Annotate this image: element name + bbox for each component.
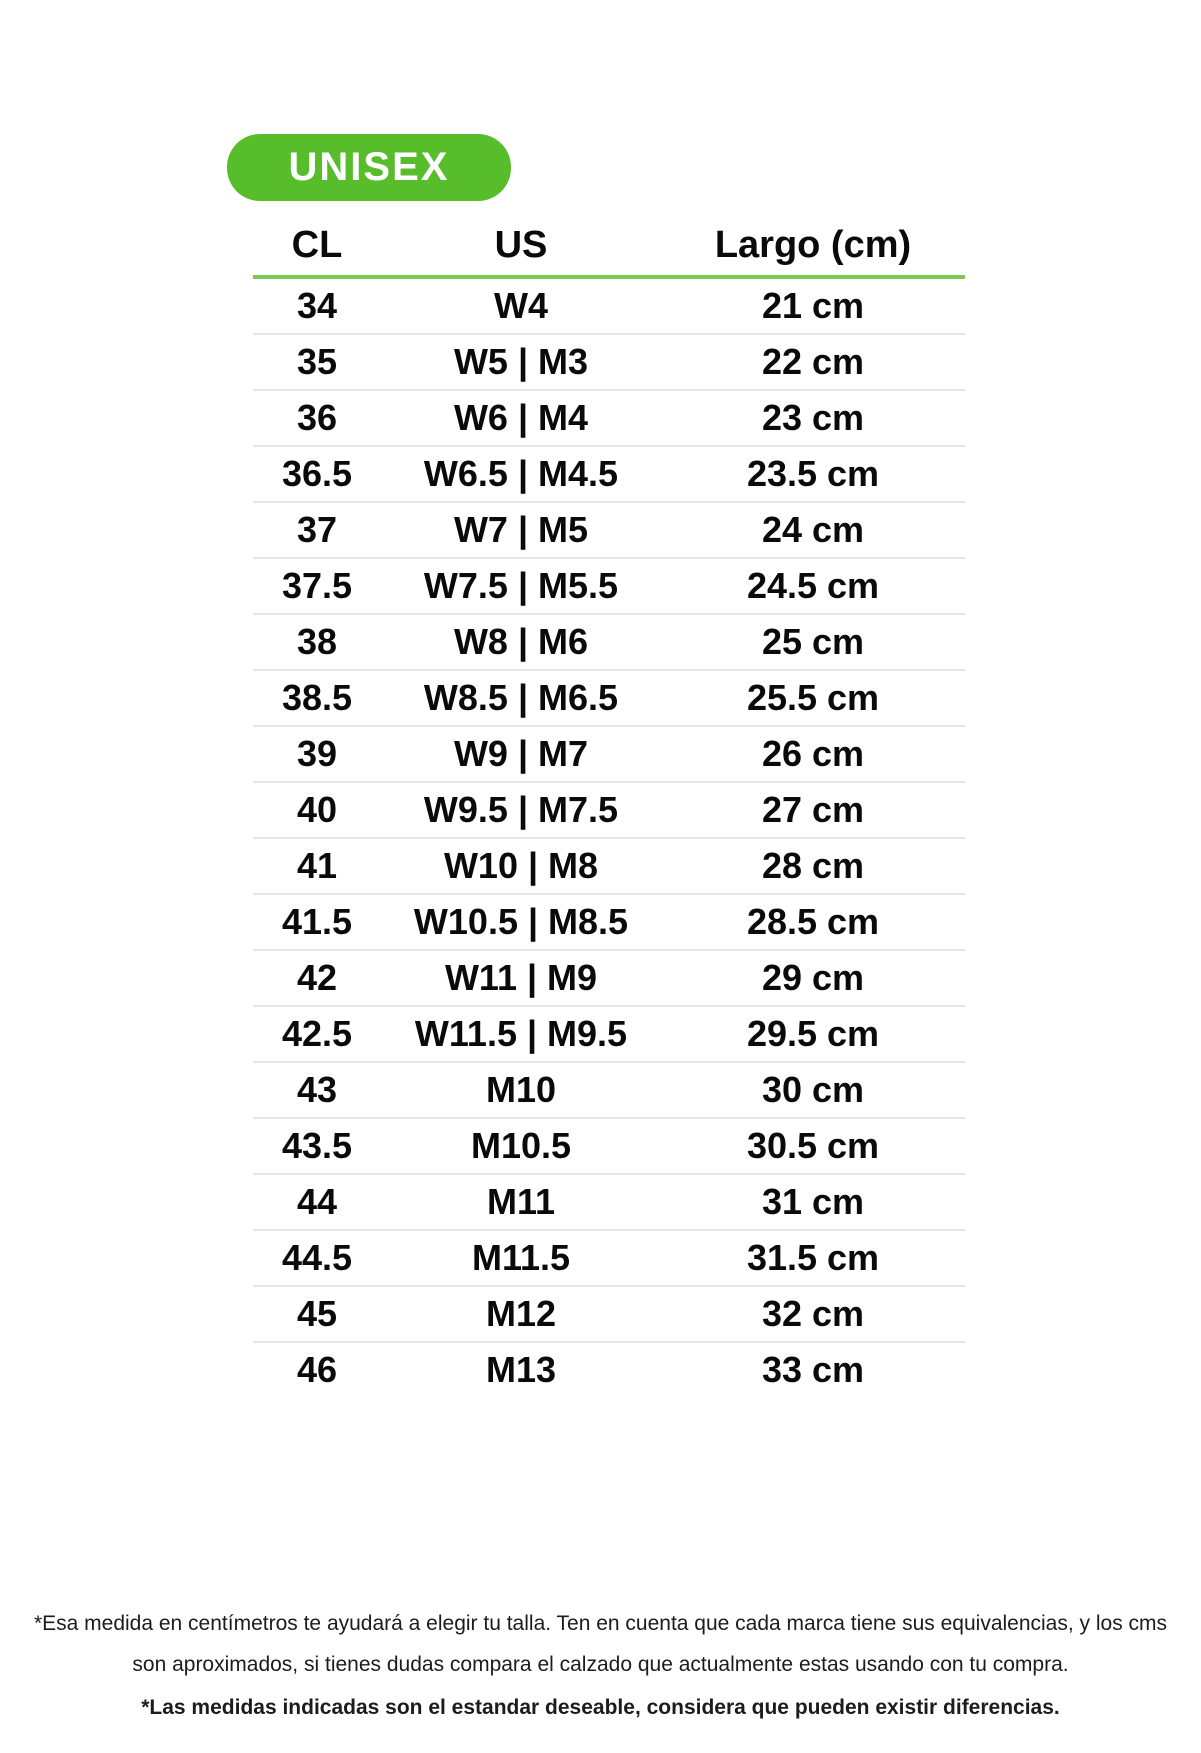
cell-cl: 38	[253, 614, 381, 670]
cell-cl: 41	[253, 838, 381, 894]
cell-largo: 25.5 cm	[661, 670, 965, 726]
cell-cl: 43	[253, 1062, 381, 1118]
cell-us: M11.5	[381, 1230, 661, 1286]
cell-largo: 24.5 cm	[661, 558, 965, 614]
table-row	[253, 838, 965, 894]
cell-largo: 21 cm	[761, 285, 865, 326]
size-table-body	[253, 277, 965, 1397]
cell-largo: 31 cm	[661, 1174, 965, 1230]
cell-cl: 39	[253, 726, 381, 782]
cell-cl: 36	[253, 390, 381, 446]
table-row	[253, 894, 965, 950]
table-row	[253, 726, 965, 782]
table-row	[253, 1006, 965, 1062]
cell-cl: 41.5	[253, 894, 381, 950]
cell-largo: 22 cm	[661, 334, 965, 390]
cell-cl: 42.5	[253, 1006, 381, 1062]
size-conversion-table	[253, 224, 965, 1397]
cell-largo: 29.5 cm	[661, 1006, 965, 1062]
cell-us: W10.5 | M8.5	[381, 894, 661, 950]
cell-us: W9 | M7	[381, 726, 661, 782]
cell-largo: 31.5 cm	[661, 1230, 965, 1286]
cell-cl: 40	[253, 782, 381, 838]
cell-largo: 26 cm	[661, 726, 965, 782]
table-row	[253, 558, 965, 614]
table-row	[253, 390, 965, 446]
cell-cl: 42	[253, 950, 381, 1006]
cell-largo: 30 cm	[661, 1062, 965, 1118]
table-row	[253, 334, 965, 390]
cell-us: W10 | M8	[381, 838, 661, 894]
table-row	[253, 782, 965, 838]
table-header	[253, 224, 965, 277]
cell-largo: 28.5 cm	[661, 894, 965, 950]
cell-us: W8.5 | M6.5	[381, 670, 661, 726]
table-row	[253, 1342, 965, 1397]
table-header-row	[253, 224, 965, 277]
column-header-us: US	[381, 224, 661, 277]
column-header-cl: CL	[253, 224, 381, 277]
cell-largo: 29 cm	[661, 950, 965, 1006]
cell-us: M10.5	[381, 1118, 661, 1174]
cell-cl: 38.5	[253, 670, 381, 726]
table-row	[253, 1230, 965, 1286]
cell-cl: 43.5	[253, 1118, 381, 1174]
cell-us: M13	[381, 1342, 661, 1397]
table-row	[253, 614, 965, 670]
table-row	[253, 950, 965, 1006]
cell-cl: 45	[253, 1286, 381, 1342]
cell-cl: 36.5	[253, 446, 381, 502]
column-header-largo: Largo (cm)	[661, 224, 965, 277]
cell-cl: 34	[296, 285, 338, 326]
cell-cl: 37	[253, 502, 381, 558]
cell-largo: 25 cm	[661, 614, 965, 670]
footnote-measurement-help: *Esa medida en centímetros te ayudará a elegir tu talla. Ten en cuenta que cada marca tiene sus equivalencias, y los cms son aproximados, si tienes dudas compara el calzado que actualmente estas usando con tu compra.	[33, 1612, 1168, 1676]
cell-us: W11 | M9	[381, 950, 661, 1006]
cell-us: M12	[381, 1286, 661, 1342]
table-row	[253, 1174, 965, 1230]
cell-us: W6 | M4	[381, 390, 661, 446]
cell-us: W6.5 | M4.5	[381, 446, 661, 502]
cell-us: W7.5 | M5.5	[381, 558, 661, 614]
cell-cl: 37.5	[253, 558, 381, 614]
table-row	[253, 446, 965, 502]
table-row	[253, 1062, 965, 1118]
table-row	[253, 277, 965, 334]
cell-cl: 35	[253, 334, 381, 390]
cell-us: W9.5 | M7.5	[381, 782, 661, 838]
cell-us: W11.5 | M9.5	[381, 1006, 661, 1062]
cell-us: M11	[381, 1174, 661, 1230]
cell-us: W4	[494, 285, 548, 326]
cell-us: M10	[381, 1062, 661, 1118]
cell-largo: 24 cm	[661, 502, 965, 558]
table-row	[253, 1286, 965, 1342]
cell-largo: 28 cm	[661, 838, 965, 894]
cell-largo: 30.5 cm	[661, 1118, 965, 1174]
cell-us: W8 | M6	[381, 614, 661, 670]
cell-us: W5 | M3	[381, 334, 661, 390]
table-row	[253, 670, 965, 726]
footnote-standard-disclaimer: *Las medidas indicadas son el estandar deseable, considera que pueden existir diferencias.	[141, 1696, 1060, 1719]
cell-cl: 46	[253, 1342, 381, 1397]
table-row	[253, 1118, 965, 1174]
cell-largo: 33 cm	[661, 1342, 965, 1397]
table-row	[253, 502, 965, 558]
unisex-badge-label: UNISEX	[288, 145, 450, 189]
cell-cl: 44	[253, 1174, 381, 1230]
unisex-badge	[227, 134, 511, 201]
cell-largo: 23 cm	[661, 390, 965, 446]
cell-largo: 32 cm	[661, 1286, 965, 1342]
cell-largo: 23.5 cm	[661, 446, 965, 502]
cell-largo: 27 cm	[661, 782, 965, 838]
cell-cl: 44.5	[253, 1230, 381, 1286]
cell-us: W7 | M5	[381, 502, 661, 558]
